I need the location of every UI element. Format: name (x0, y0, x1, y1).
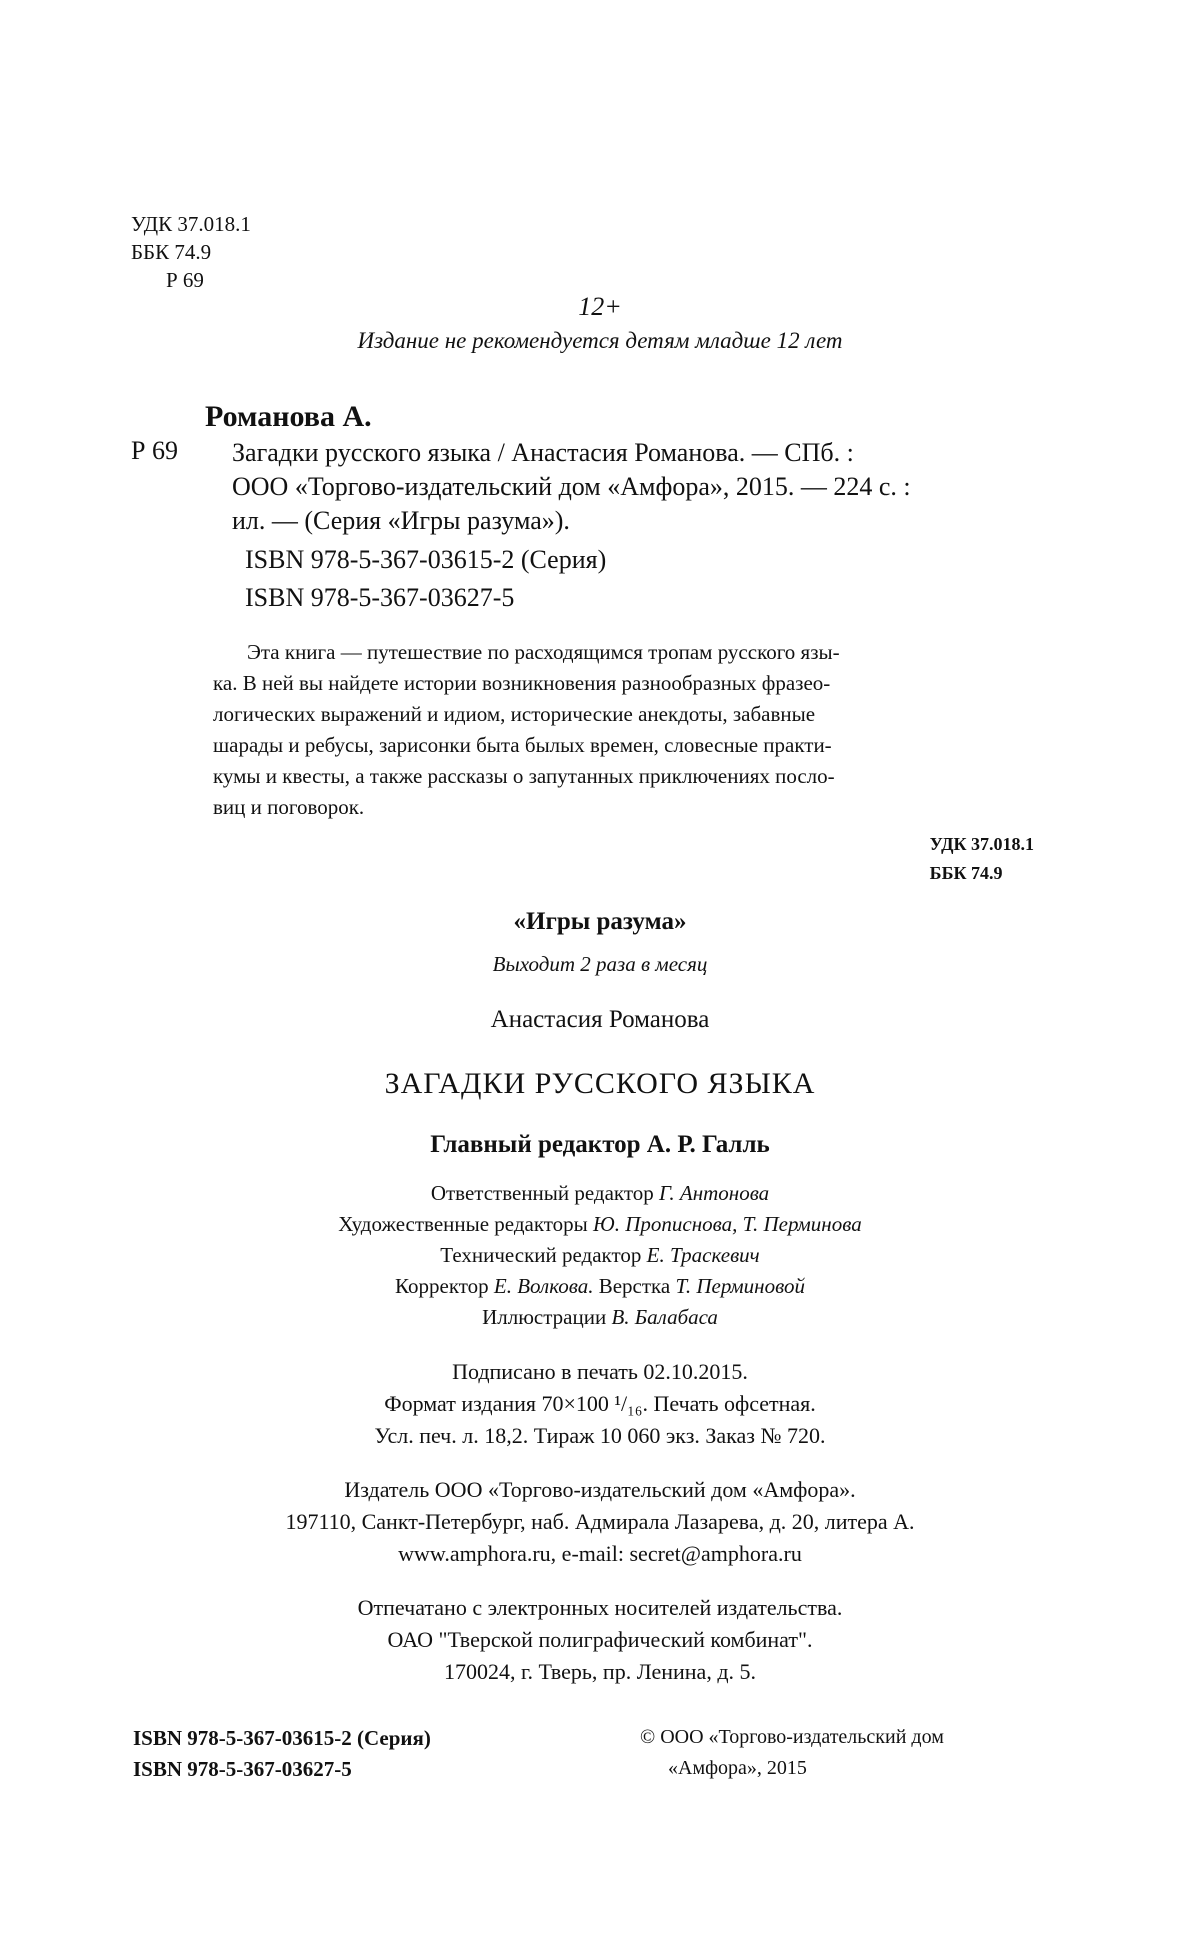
copyright-line: «Амфора», 2015 (668, 1757, 807, 1779)
chief-editor: Главный редактор А. Р. Галль (430, 1131, 770, 1158)
catalog-description-line: ил. — (Серия «Игры разума»). (232, 506, 570, 535)
book-title: ЗАГАДКИ РУССКОГО ЯЗЫКА (384, 1067, 816, 1100)
bottom-isbn-book: ISBN 978-5-367-03627-5 (133, 1757, 352, 1781)
annotation-codes (930, 830, 1034, 888)
author-mark: Р 69 (166, 268, 204, 292)
age-rating: 12+ (578, 292, 622, 321)
series-title: «Игры разума» (513, 908, 687, 935)
printer-line: Отпечатано с электронных носителей издательства. (357, 1595, 843, 1620)
staff-line (0, 1181, 1200, 1206)
catalog-description (232, 436, 1054, 538)
bbk-code: ББК 74.9 (131, 240, 212, 264)
staff-line (0, 1212, 1200, 1237)
annotation (213, 637, 1035, 823)
printer-line: 170024, г. Тверь, пр. Ленина, д. 5. (443, 1659, 757, 1684)
annotation-line: шарады и ребусы, зарисонки быта былых времен, словесные практи- (213, 733, 832, 757)
age-rating-note: Издание не рекомендуется детям младше 12 лет (357, 328, 843, 353)
staff-name: Е. Волкова. (493, 1274, 594, 1298)
staff-name: Т. Перминовой (675, 1274, 805, 1298)
staff-name: В. Балабаса (611, 1305, 718, 1329)
udk-code: УДК 37.018.1 (131, 212, 251, 236)
staff-name: Ю. Прописнова, Т. Перминова (593, 1212, 862, 1236)
publisher-line: Издатель ООО «Торгово-издательский дом «Амфора». (344, 1477, 856, 1502)
catalog-code: Р 69 (131, 436, 178, 465)
staff-role: Верстка (598, 1274, 671, 1298)
staff-line (0, 1305, 1200, 1330)
staff-role: Иллюстрации (482, 1305, 607, 1329)
book-author: Анастасия Романова (490, 1006, 710, 1033)
staff-role: Корректор (395, 1274, 489, 1298)
print-info-line: Формат издания 70×100 ¹/₁₆. Печать офсетная. (384, 1391, 816, 1416)
annotation-bbk-code: ББК 74.9 (929, 863, 1003, 883)
staff-line (0, 1274, 1200, 1299)
printer-line: ОАО "Тверской полиграфический комбинат". (387, 1627, 813, 1652)
publisher-line: 197110, Санкт-Петербург, наб. Адмирала Лазарева, д. 20, литера А. (285, 1509, 915, 1534)
annotation-line: логических выражений и идиом, исторические анекдоты, забавные (213, 702, 816, 726)
staff-role: Художественные редакторы (338, 1212, 588, 1236)
series-frequency: Выходит 2 раза в месяц (492, 952, 708, 976)
staff-name: Г. Антонова (659, 1181, 770, 1205)
catalog-description-line: ООО «Торгово-издательский дом «Амфора», 2015. — 224 с. : (232, 472, 911, 501)
bottom-isbn-series: ISBN 978-5-367-03615-2 (Серия) (133, 1726, 431, 1750)
annotation-line: Эта книга — путешествие по расходящимся тропам русского язы- (247, 640, 840, 664)
annotation-udk-code: УДК 37.018.1 (929, 834, 1034, 854)
print-info-line: Подписано в печать 02.10.2015. (452, 1359, 748, 1384)
publisher-line: www.amphora.ru, e-mail: secret@amphora.ru (398, 1541, 802, 1566)
copyright-line: © ООО «Торгово-издательский дом (640, 1726, 944, 1748)
print-info-line: Усл. печ. л. 18,2. Тираж 10 060 экз. Заказ № 720. (374, 1423, 826, 1448)
catalog-description-line: Загадки русского языка / Анастасия Романова. — СПб. : (232, 438, 854, 467)
staff-role: Технический редактор (440, 1243, 642, 1267)
catalog-author: Романова А. (205, 400, 372, 433)
catalog-isbn-book: ISBN 978-5-367-03627-5 (245, 583, 515, 612)
catalog-isbn-series: ISBN 978-5-367-03615-2 (Серия) (245, 545, 607, 574)
staff-name: Е. Траскевич (646, 1243, 760, 1267)
annotation-line: ка. В ней вы найдете истории возникновения разнообразных фразео- (213, 671, 831, 695)
staff-role: Ответственный редактор (430, 1181, 654, 1205)
annotation-line: виц и поговорок. (213, 795, 365, 819)
classification-codes (131, 210, 251, 294)
staff-line (0, 1243, 1200, 1268)
annotation-line: кумы и квесты, а также рассказы о запутанных приключениях посло- (213, 764, 835, 788)
